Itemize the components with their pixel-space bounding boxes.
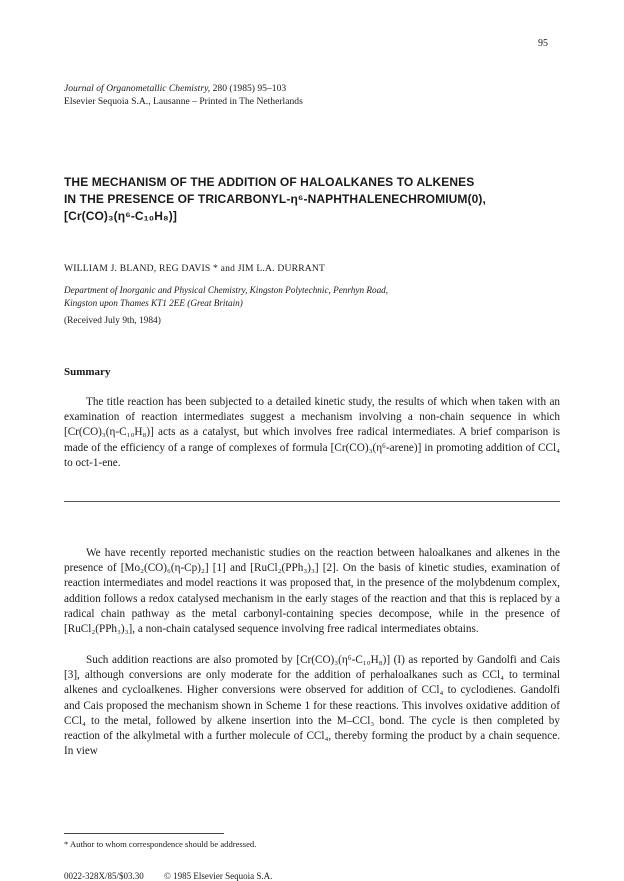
journal-header [64, 82, 564, 108]
summary-divider [64, 501, 560, 502]
journal-publisher: Elsevier Sequoia S.A., Lausanne – Printed in The Netherlands [64, 96, 303, 107]
footer-code: 0022-328X/85/$03.30 [64, 871, 144, 881]
summary-heading: Summary [64, 366, 111, 378]
article-title [64, 174, 564, 225]
body-paragraph-1: We have recently reported mechanistic studies on the reaction between haloalkanes and alkenes in the presence of [Mo₂(CO)₆(η-Cp)₂] [1] and [RuCl₂(PPh₃)₃] [2]. On the basis of kinetic studies, examination of reaction intermediates and model reactions it was proposed that, in the presence of the molybdenum complex, addition follows a redox catalysed mechanism in the early stages of the reaction and that this is replaced by a radical chain pathway as the metal carbonyl-containing species decompose, while in the presence of [RuCl₂(PPh₃)₃], a non-chain catalysed sequence involving free radical intermediates obtains. [64, 547, 560, 636]
journal-name: Journal of Organometallic Chemistry, [64, 83, 211, 94]
summary-paragraph: The title reaction has been subjected to a detailed kinetic study, the results of which when taken with an examination of reaction intermediates suggest a mechanism involving a non-chain sequence in which [Cr(CO)₃(η-C₁₀H₈)] acts as a catalyst, but which involves free radical intermediates. A brief comparison is made of the efficiency of a range of complexes of formula [Cr(CO)₃(η⁶-arene)] in promoting addition of CCl₄ to oct-1-ene. [64, 396, 560, 469]
author-list: WILLIAM J. BLAND, REG DAVIS * and JIM L.A. DURRANT [64, 263, 326, 274]
received-date: (Received July 9th, 1984) [64, 316, 161, 326]
affiliation-line-2: Kingston upon Thames KT1 2EE (Great Britain) [64, 298, 243, 308]
title-line-1: THE MECHANISM OF THE ADDITION OF HALOALKANES TO ALKENES [64, 175, 475, 189]
page-footer [64, 871, 290, 881]
affiliation [64, 284, 564, 310]
footnote: * Author to whom correspondence should be addressed. [64, 839, 257, 849]
footnote-divider [64, 833, 224, 834]
journal-citation-line [64, 82, 564, 95]
title-line-3: [Cr(CO)₃(η⁶-C₁₀H₈)] [64, 209, 177, 223]
affiliation-line-1: Department of Inorganic and Physical Chemistry, Kingston Polytechnic, Penrhyn Road, [64, 285, 389, 295]
body-paragraph-2: Such addition reactions are also promoted by [Cr(CO)₃(η⁶-C₁₀H₈)] (I) as reported by Gandolfi and Cais [3], although conversions are only moderate for the addition of perhaloalkanes such as CCl₄ to terminal alkenes and cycloalkenes. Higher conversions were observed for addition of CCl₄ to cyclodienes. Gandolfi and Cais proposed the mechanism shown in Scheme 1 for these reactions. This involves oxidative addition of CCl₄ to the metal, followed by alkene insertion into the M–CCl₃ bond. The cycle is then completed by reaction of the alkylmetal with a further molecule of CCl₄, thereby forming the product by a chain sequence. In view [64, 654, 560, 758]
journal-volume: 280 (1985) 95–103 [212, 83, 287, 94]
footer-copyright: © 1985 Elsevier Sequoia S.A. [164, 871, 273, 881]
title-line-2: IN THE PRESENCE OF TRICARBONYL-η⁶-NAPHTHALENECHROMIUM(0), [64, 192, 486, 206]
page-number: 95 [538, 38, 548, 49]
